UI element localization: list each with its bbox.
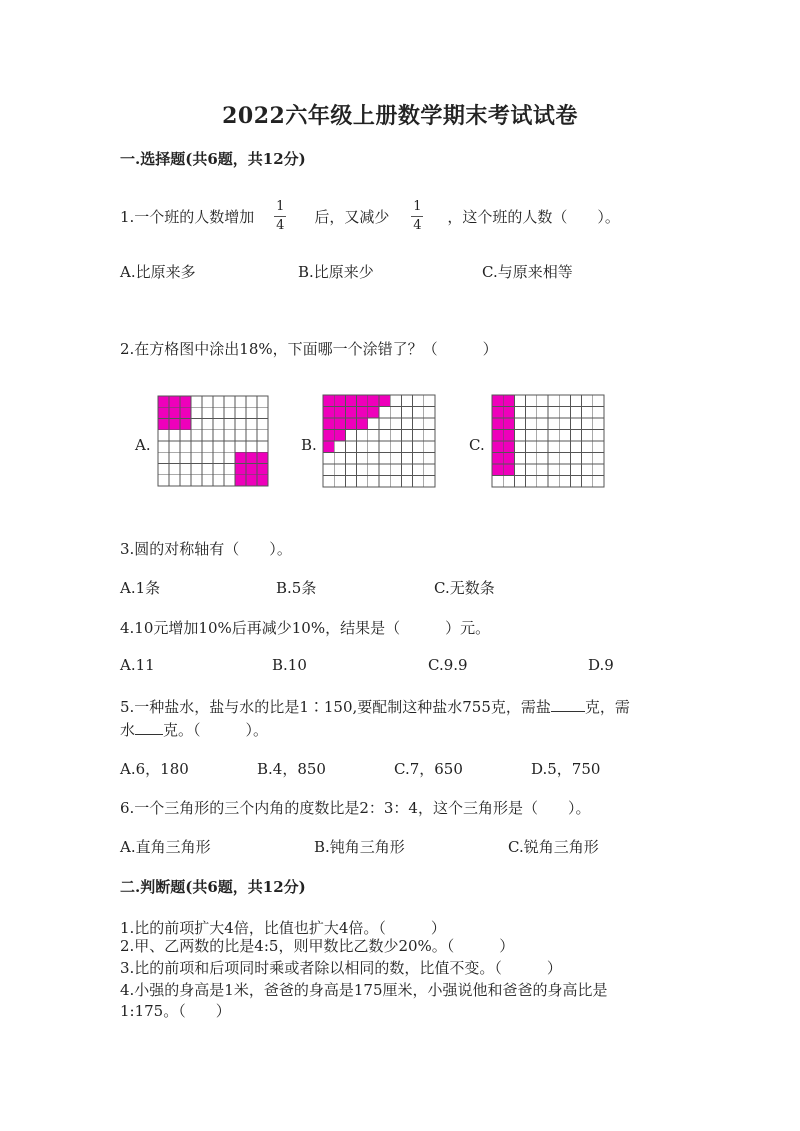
grid-cell-filled bbox=[180, 419, 191, 430]
grid-cell bbox=[537, 407, 548, 419]
grid-cell bbox=[191, 464, 202, 475]
grid-cell bbox=[191, 441, 202, 452]
grid-cell bbox=[390, 441, 401, 453]
grid-cell bbox=[158, 441, 169, 452]
grid-cell bbox=[570, 430, 581, 442]
grid-cell-filled bbox=[345, 407, 356, 419]
grid-cell bbox=[213, 407, 224, 418]
grid-cell-filled bbox=[503, 407, 514, 419]
grid-cell bbox=[559, 453, 570, 465]
judgement-item-1: 1.比的前项扩大4倍，比值也扩大4倍。（ ） bbox=[120, 919, 446, 937]
grid-cell bbox=[169, 475, 180, 486]
grid-cell bbox=[424, 441, 435, 453]
grid-cell-filled bbox=[503, 464, 514, 476]
grid-cell-filled bbox=[235, 475, 246, 486]
grid-cell bbox=[526, 453, 537, 465]
grid-cell bbox=[526, 476, 537, 488]
grid-cell bbox=[514, 476, 525, 488]
grid-cell bbox=[368, 430, 379, 442]
grid-cell bbox=[413, 407, 424, 419]
answer-blank-salt bbox=[551, 697, 585, 712]
grid-cell bbox=[593, 407, 604, 419]
grid-cell-filled bbox=[503, 418, 514, 430]
grid-cell bbox=[537, 464, 548, 476]
grid-cell bbox=[345, 441, 356, 453]
grid-cell bbox=[559, 395, 570, 407]
q6-option-a: A.直角三角形 bbox=[120, 838, 211, 856]
grid-cell bbox=[548, 453, 559, 465]
grid-cell bbox=[537, 395, 548, 407]
grid-cell bbox=[224, 475, 235, 486]
grid-cell bbox=[368, 441, 379, 453]
grid-cell bbox=[246, 396, 257, 407]
grid-cell bbox=[202, 441, 213, 452]
grid-cell bbox=[246, 407, 257, 418]
grid-cell bbox=[257, 441, 268, 452]
fraction-1-numerator: 1 bbox=[276, 199, 285, 214]
grid-cell bbox=[548, 418, 559, 430]
q3-option-a: A.1条 bbox=[120, 579, 161, 597]
grid-cell bbox=[526, 441, 537, 453]
q5-option-d: D.5，750 bbox=[531, 760, 601, 778]
grid-cell bbox=[390, 430, 401, 442]
question-1-suffix: ，这个班的人数（ ）。 bbox=[447, 208, 620, 226]
grid-cell bbox=[424, 453, 435, 465]
grid-cell bbox=[235, 407, 246, 418]
grid-cell-filled bbox=[368, 407, 379, 419]
grid-cell bbox=[582, 476, 593, 488]
grid-cell bbox=[526, 464, 537, 476]
answer-blank-water bbox=[135, 720, 163, 735]
grid-cell bbox=[514, 395, 525, 407]
grid-cell bbox=[158, 430, 169, 441]
grid-cell-filled bbox=[180, 407, 191, 418]
grid-cell bbox=[334, 464, 345, 476]
grid-cell bbox=[401, 395, 412, 407]
grid-cell bbox=[191, 407, 202, 418]
grid-cell bbox=[323, 464, 334, 476]
grid-cell bbox=[213, 464, 224, 475]
grid-cell bbox=[257, 396, 268, 407]
grid-cell bbox=[548, 441, 559, 453]
grid-cell bbox=[235, 441, 246, 452]
grid-cell-filled bbox=[158, 407, 169, 418]
grid-cell-filled bbox=[169, 396, 180, 407]
grid-cell bbox=[235, 396, 246, 407]
grid-cell bbox=[246, 419, 257, 430]
grid-cell-filled bbox=[492, 418, 503, 430]
grid-cell bbox=[202, 430, 213, 441]
grid-cell bbox=[379, 407, 390, 419]
grid-cell bbox=[424, 464, 435, 476]
grid-cell bbox=[401, 418, 412, 430]
grid-cell bbox=[224, 430, 235, 441]
grid-cell bbox=[224, 407, 235, 418]
grid-cell-filled bbox=[492, 453, 503, 465]
grid-cell bbox=[390, 453, 401, 465]
judgement-item-3: 3.比的前项和后项同时乘或者除以相同的数，比值不变。（ ） bbox=[120, 959, 562, 977]
grid-cell bbox=[202, 396, 213, 407]
grid-cell bbox=[257, 419, 268, 430]
grid-cell bbox=[158, 452, 169, 463]
grid-b bbox=[322, 394, 436, 488]
grid-cell bbox=[593, 476, 604, 488]
grid-cell bbox=[345, 430, 356, 442]
grid-cell bbox=[537, 441, 548, 453]
grid-cell bbox=[390, 395, 401, 407]
grid-cell bbox=[180, 430, 191, 441]
grid-cell bbox=[191, 452, 202, 463]
grid-cell bbox=[379, 476, 390, 488]
grid-cell bbox=[390, 407, 401, 419]
grid-c-label: C. bbox=[469, 436, 485, 454]
question-5-text-c: 水 bbox=[120, 721, 136, 739]
grid-cell bbox=[191, 430, 202, 441]
grid-cell bbox=[559, 441, 570, 453]
grid-cell bbox=[334, 441, 345, 453]
grid-cell-filled bbox=[334, 407, 345, 419]
judgement-item-4-continued: 1:175。（ ） bbox=[120, 1002, 231, 1020]
grid-cell bbox=[401, 476, 412, 488]
grid-cell bbox=[537, 453, 548, 465]
grid-cell-filled bbox=[379, 395, 390, 407]
grid-cell-filled bbox=[257, 464, 268, 475]
grid-cell bbox=[345, 476, 356, 488]
grid-cell bbox=[570, 407, 581, 419]
grid-cell-filled bbox=[169, 407, 180, 418]
grid-cell bbox=[413, 464, 424, 476]
grid-cell bbox=[424, 395, 435, 407]
grid-cell-filled bbox=[503, 441, 514, 453]
grid-cell bbox=[224, 396, 235, 407]
grid-cell bbox=[379, 453, 390, 465]
grid-cell bbox=[357, 476, 368, 488]
grid-cell-filled bbox=[235, 452, 246, 463]
grid-cell bbox=[368, 418, 379, 430]
grid-cell bbox=[424, 407, 435, 419]
grid-cell bbox=[548, 464, 559, 476]
grid-cell bbox=[379, 430, 390, 442]
grid-cell-filled bbox=[503, 430, 514, 442]
grid-cell bbox=[257, 407, 268, 418]
grid-cell bbox=[180, 475, 191, 486]
question-4: 4.10元增加10%后再减少10%，结果是（ ）元。 bbox=[120, 619, 491, 637]
grid-cell bbox=[401, 441, 412, 453]
grid-cell bbox=[191, 396, 202, 407]
grid-cell bbox=[213, 419, 224, 430]
q4-option-b: B.10 bbox=[272, 656, 307, 674]
grid-cell bbox=[548, 407, 559, 419]
grid-cell-filled bbox=[323, 430, 334, 442]
grid-cell bbox=[548, 476, 559, 488]
grid-cell bbox=[537, 476, 548, 488]
grid-cell-filled bbox=[158, 396, 169, 407]
grid-cell bbox=[593, 430, 604, 442]
fraction-2 bbox=[411, 200, 423, 233]
grid-cell bbox=[582, 418, 593, 430]
grid-cell bbox=[213, 441, 224, 452]
grid-cell bbox=[570, 418, 581, 430]
question-5-text-b: 克，需 bbox=[584, 698, 630, 716]
grid-cell bbox=[514, 430, 525, 442]
grid-b-label: B. bbox=[301, 436, 317, 454]
grid-cell bbox=[593, 464, 604, 476]
question-1 bbox=[120, 200, 620, 233]
grid-cell bbox=[537, 418, 548, 430]
grid-cell bbox=[390, 418, 401, 430]
grid-cell bbox=[526, 430, 537, 442]
grid-cell bbox=[570, 395, 581, 407]
grid-cell bbox=[582, 395, 593, 407]
grid-cell-filled bbox=[323, 407, 334, 419]
grid-cell bbox=[169, 452, 180, 463]
fraction-1 bbox=[274, 200, 286, 233]
question-1-prefix: 1.一个班的人数增加 bbox=[120, 208, 255, 226]
q5-option-a: A.6，180 bbox=[120, 760, 189, 778]
q1-option-b: B.比原来少 bbox=[298, 263, 374, 281]
grid-cell bbox=[559, 418, 570, 430]
grid-cell-filled bbox=[357, 407, 368, 419]
grid-c bbox=[491, 394, 605, 488]
question-1-middle: 后，又减少 bbox=[314, 208, 390, 226]
section-heading-choice: 一.选择题(共6题，共12分) bbox=[120, 150, 306, 168]
grid-cell bbox=[582, 464, 593, 476]
grid-cell bbox=[559, 476, 570, 488]
grid-cell-filled bbox=[357, 395, 368, 407]
grid-cell bbox=[413, 418, 424, 430]
grid-cell-filled bbox=[492, 430, 503, 442]
grid-cell bbox=[202, 407, 213, 418]
grid-cell bbox=[570, 476, 581, 488]
question-5-line-1 bbox=[120, 696, 630, 717]
grid-cell bbox=[345, 453, 356, 465]
grid-cell-filled bbox=[492, 395, 503, 407]
grid-cell-filled bbox=[345, 418, 356, 430]
grid-cell bbox=[357, 453, 368, 465]
grid-cell bbox=[345, 464, 356, 476]
section-heading-judgement: 二.判断题(共6题，共12分) bbox=[120, 878, 306, 896]
grid-cell-filled bbox=[323, 395, 334, 407]
grid-cell-filled bbox=[257, 475, 268, 486]
grid-cell bbox=[379, 441, 390, 453]
grid-cell bbox=[401, 464, 412, 476]
q4-option-c: C.9.9 bbox=[428, 656, 468, 674]
grid-cell bbox=[537, 430, 548, 442]
grid-cell bbox=[169, 430, 180, 441]
grid-cell bbox=[559, 407, 570, 419]
q5-option-b: B.4，850 bbox=[257, 760, 326, 778]
grid-cell bbox=[548, 395, 559, 407]
q3-option-c: C.无数条 bbox=[434, 579, 495, 597]
grid-cell bbox=[379, 418, 390, 430]
q6-option-b: B.钝角三角形 bbox=[314, 838, 405, 856]
grid-cell bbox=[158, 464, 169, 475]
grid-a-label: A. bbox=[135, 436, 151, 454]
grid-cell-filled bbox=[246, 464, 257, 475]
grid-cell-filled bbox=[257, 452, 268, 463]
grid-cell bbox=[593, 395, 604, 407]
grid-cell bbox=[224, 452, 235, 463]
grid-cell-filled bbox=[503, 395, 514, 407]
grid-cell-filled bbox=[503, 453, 514, 465]
grid-cell bbox=[368, 453, 379, 465]
grid-cell bbox=[180, 464, 191, 475]
grid-cell bbox=[334, 453, 345, 465]
grid-cell bbox=[357, 430, 368, 442]
grid-cell-filled bbox=[334, 430, 345, 442]
grid-cell bbox=[169, 441, 180, 452]
grid-cell bbox=[492, 476, 503, 488]
grid-cell bbox=[582, 407, 593, 419]
grid-cell-filled bbox=[323, 441, 334, 453]
grid-cell bbox=[202, 475, 213, 486]
grid-cell bbox=[180, 452, 191, 463]
grid-cell bbox=[202, 452, 213, 463]
grid-cell-filled bbox=[235, 464, 246, 475]
question-5-line-2 bbox=[120, 719, 268, 740]
judgement-item-4: 4.小强的身高是1米，爸爸的身高是175厘米，小强说他和爸爸的身高比是 bbox=[120, 981, 608, 999]
grid-cell-filled bbox=[169, 419, 180, 430]
grid-cell bbox=[401, 453, 412, 465]
q4-option-a: A.11 bbox=[120, 656, 155, 674]
grid-cell-filled bbox=[334, 395, 345, 407]
grid-cell bbox=[401, 430, 412, 442]
grid-a bbox=[157, 395, 269, 487]
grid-cell-filled bbox=[368, 395, 379, 407]
grid-cell bbox=[413, 395, 424, 407]
grid-cell bbox=[368, 476, 379, 488]
grid-cell bbox=[593, 441, 604, 453]
grid-cell bbox=[202, 419, 213, 430]
question-3: 3.圆的对称轴有（ ）。 bbox=[120, 540, 292, 558]
grid-cell bbox=[424, 430, 435, 442]
q4-option-d: D.9 bbox=[588, 656, 614, 674]
grid-cell bbox=[526, 418, 537, 430]
fraction-1-denominator: 4 bbox=[276, 218, 285, 233]
grid-cell bbox=[180, 441, 191, 452]
grid-cell bbox=[191, 419, 202, 430]
question-2: 2.在方格图中涂出18%，下面哪一个涂错了？（ ） bbox=[120, 340, 498, 358]
grid-cell-filled bbox=[246, 475, 257, 486]
grid-cell bbox=[413, 476, 424, 488]
grid-cell bbox=[357, 441, 368, 453]
grid-cell bbox=[246, 441, 257, 452]
grid-cell bbox=[224, 419, 235, 430]
grid-cell bbox=[514, 407, 525, 419]
grid-cell bbox=[514, 441, 525, 453]
grid-cell bbox=[235, 419, 246, 430]
grid-cell bbox=[570, 453, 581, 465]
grid-cell bbox=[593, 418, 604, 430]
grid-cell bbox=[526, 395, 537, 407]
grid-cell bbox=[390, 464, 401, 476]
grid-cell bbox=[323, 453, 334, 465]
grid-cell bbox=[413, 430, 424, 442]
grid-cell bbox=[213, 475, 224, 486]
grid-cell bbox=[424, 476, 435, 488]
grid-cell bbox=[548, 430, 559, 442]
q3-option-b: B.5条 bbox=[276, 579, 317, 597]
q5-option-c: C.7，650 bbox=[394, 760, 463, 778]
grid-cell bbox=[235, 430, 246, 441]
grid-cell bbox=[224, 464, 235, 475]
grid-cell bbox=[213, 430, 224, 441]
judgement-item-2: 2.甲、乙两数的比是4:5，则甲数比乙数少20%。（ ） bbox=[120, 937, 515, 955]
grid-cell bbox=[213, 452, 224, 463]
q1-option-a: A.比原来多 bbox=[120, 263, 196, 281]
grid-cell bbox=[526, 407, 537, 419]
fraction-2-denominator: 4 bbox=[413, 218, 422, 233]
question-6: 6.一个三角形的三个内角的度数比是2：3：4，这个三角形是（ ）。 bbox=[120, 799, 591, 817]
grid-cell-filled bbox=[492, 441, 503, 453]
q1-option-c: C.与原来相等 bbox=[482, 263, 573, 281]
grid-cell bbox=[514, 464, 525, 476]
grid-cell bbox=[158, 475, 169, 486]
grid-cell bbox=[357, 464, 368, 476]
grid-cell-filled bbox=[492, 464, 503, 476]
grid-cell-filled bbox=[246, 452, 257, 463]
fraction-2-numerator: 1 bbox=[413, 199, 422, 214]
grid-cell-filled bbox=[345, 395, 356, 407]
grid-cell bbox=[323, 476, 334, 488]
grid-cell bbox=[390, 476, 401, 488]
grid-cell bbox=[514, 418, 525, 430]
q6-option-c: C.锐角三角形 bbox=[508, 838, 599, 856]
grid-cell-filled bbox=[492, 407, 503, 419]
grid-cell bbox=[257, 430, 268, 441]
grid-cell bbox=[224, 441, 235, 452]
grid-cell-filled bbox=[357, 418, 368, 430]
grid-cell bbox=[246, 430, 257, 441]
grid-cell bbox=[413, 441, 424, 453]
grid-cell bbox=[401, 407, 412, 419]
grid-cell bbox=[368, 464, 379, 476]
question-5-text-d: 克。（ ）。 bbox=[163, 721, 269, 739]
grid-cell bbox=[413, 453, 424, 465]
grid-cell bbox=[559, 430, 570, 442]
grid-cell bbox=[379, 464, 390, 476]
grid-cell bbox=[514, 453, 525, 465]
grid-cell bbox=[191, 475, 202, 486]
grid-cell bbox=[202, 464, 213, 475]
question-5-text-a: 5.一种盐水，盐与水的比是1∶150,要配制这种盐水755克，需盐 bbox=[120, 698, 551, 716]
grid-cell-filled bbox=[180, 396, 191, 407]
grid-cell bbox=[593, 453, 604, 465]
grid-cell bbox=[582, 441, 593, 453]
grid-cell bbox=[424, 418, 435, 430]
grid-cell bbox=[582, 453, 593, 465]
grid-cell bbox=[503, 476, 514, 488]
grid-cell-filled bbox=[323, 418, 334, 430]
grid-cell bbox=[334, 476, 345, 488]
grid-cell bbox=[559, 464, 570, 476]
grid-cell bbox=[570, 441, 581, 453]
grid-cell bbox=[582, 430, 593, 442]
grid-cell bbox=[570, 464, 581, 476]
grid-cell-filled bbox=[158, 419, 169, 430]
grid-cell-filled bbox=[334, 418, 345, 430]
grid-cell bbox=[213, 396, 224, 407]
page-title: 2022六年级上册数学期末考试试卷 bbox=[222, 103, 578, 129]
grid-cell bbox=[169, 464, 180, 475]
